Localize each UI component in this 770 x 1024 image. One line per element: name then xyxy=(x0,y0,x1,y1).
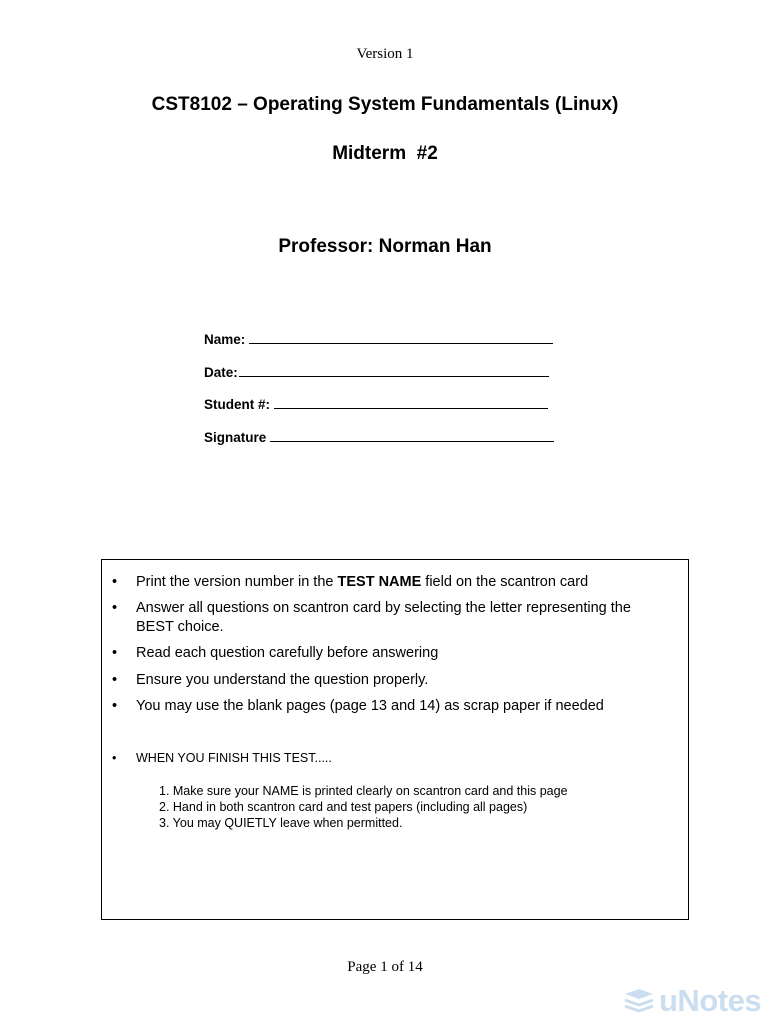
bullet-icon: • xyxy=(112,645,118,661)
watermark-text: uNotes xyxy=(659,983,762,1018)
bullet-icon: • xyxy=(112,751,117,765)
signature-line[interactable] xyxy=(270,429,554,442)
bullet-icon: • xyxy=(112,574,118,590)
name-line[interactable] xyxy=(249,331,553,344)
version-label: Version 1 xyxy=(356,46,414,62)
student-number-field[interactable] xyxy=(204,396,548,412)
date-label: Date: xyxy=(204,365,238,380)
name-label: Name: xyxy=(204,332,246,347)
finish-step: 3. You may QUIETLY leave when permitted. xyxy=(159,816,403,830)
page-number: Page 1 of 14 xyxy=(347,959,423,975)
watermark xyxy=(622,983,761,1019)
student-number-label: Student #: xyxy=(204,397,270,412)
bullet-icon: • xyxy=(112,672,118,688)
professor-name: Professor: Norman Han xyxy=(278,236,492,257)
name-field[interactable] xyxy=(204,331,553,347)
signature-field[interactable] xyxy=(204,429,554,445)
instruction-text: Read each question carefully before answering xyxy=(136,645,439,661)
instruction-text: Answer all questions on scantron card by selecting the letter representing the BEST choice. xyxy=(136,600,631,635)
finish-step: 2. Hand in both scantron card and test papers (including all pages) xyxy=(159,800,528,814)
exam-title: Midterm #2 xyxy=(332,143,438,164)
student-number-line[interactable] xyxy=(274,396,548,409)
book-stack-icon xyxy=(622,986,656,1016)
course-title: CST8102 – Operating System Fundamentals (Linux) xyxy=(151,94,619,115)
bullet-icon: • xyxy=(112,600,118,616)
bullet-icon: • xyxy=(112,698,118,714)
instruction-text: WHEN YOU FINISH THIS TEST..... xyxy=(136,751,332,765)
instructions-box xyxy=(101,559,689,920)
finish-step: 1. Make sure your NAME is printed clearly on scantron card and this page xyxy=(159,784,568,798)
instruction-text: Ensure you understand the question properly. xyxy=(136,672,429,688)
date-field[interactable] xyxy=(204,364,549,380)
date-line[interactable] xyxy=(239,364,549,377)
instruction-text: Print the version number in the xyxy=(136,574,338,590)
instruction-text: field on the scantron card xyxy=(421,574,589,590)
instruction-bold-text: TEST NAME xyxy=(337,574,422,590)
instruction-text: You may use the blank pages (page 13 and 14) as scrap paper if needed xyxy=(136,698,604,714)
signature-label: Signature xyxy=(204,430,267,445)
